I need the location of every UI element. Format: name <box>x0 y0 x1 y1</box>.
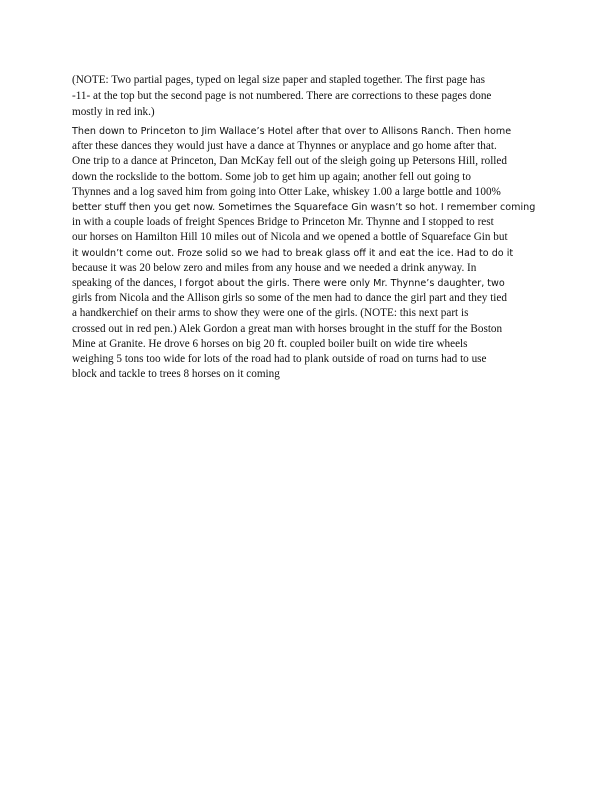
transcript-line <box>72 185 544 200</box>
typed-text: Mine at Granite. He drove 6 horses on big 20 ft. coupled boiler built on wide tire wheels <box>72 337 468 350</box>
typed-text: down the rockslide to the bottom. Some job to get him up again; another fell out going to <box>72 170 471 183</box>
note-line: mostly in red ink.) <box>72 106 155 118</box>
transcript-line <box>72 337 544 352</box>
transcript-body <box>72 124 544 382</box>
typed-text: girls from Nicola and the Allison girls so some of the men had to dance the girl part and they tied <box>72 292 507 305</box>
typed-text: One trip to a dance at Princeton, Dan McKay fell out of the sleigh going up Petersons Hill, rolled <box>72 155 507 168</box>
transcript-line <box>72 352 544 367</box>
transcript-line <box>72 124 544 139</box>
typed-text: speaking of the dances, <box>72 277 180 290</box>
transcript-line <box>72 322 544 337</box>
transcript-line <box>72 306 544 321</box>
corrected-text: it wouldn’t come out. Froze solid so we had to break glass off it and eat the ice. Had to do it <box>72 247 514 259</box>
typed-text: crossed out in red pen.) Alek Gordon a great man with horses brought in the stuff for the Boston <box>72 322 503 335</box>
note-line: -11- at the top but the second page is not numbered. There are corrections to these pages done <box>72 90 492 102</box>
transcript-line <box>72 230 544 245</box>
transcript-line <box>72 291 544 306</box>
transcript-line <box>72 170 544 185</box>
corrected-text: I forgot about the girls. There were only Mr. Thynne’s daughter, two <box>179 278 505 290</box>
typed-text: weighing 5 tons too wide for lots of the road had to plank outside of road on turns had to use <box>72 353 487 366</box>
typed-text: block and tackle to trees 8 horses on it coming <box>72 368 280 381</box>
transcript-line <box>72 276 544 291</box>
transcript-line <box>72 246 544 261</box>
transcript-line <box>72 367 544 382</box>
note-line: (NOTE: Two partial pages, typed on legal size paper and stapled together. The first page has <box>72 74 485 86</box>
editor-note <box>72 72 544 120</box>
transcript-line <box>72 215 544 230</box>
typed-text: in with a couple loads of freight Spences Bridge to Princeton Mr. Thynne and I stopped to rest <box>72 216 494 229</box>
typed-text: after these dances they would just have a dance at Thynnes or anyplace and go home after that. <box>72 140 497 153</box>
typed-text: a handkerchief on their arms to show they were one of the girls. (NOTE: this next part is <box>72 307 469 320</box>
transcript-line <box>72 154 544 169</box>
transcript-line <box>72 139 544 154</box>
transcript-line <box>72 261 544 276</box>
transcript-line <box>72 200 544 215</box>
typed-text: because it was 20 below zero and miles from any house and we needed a drink anyway. In <box>72 261 477 274</box>
typed-text: our horses on Hamilton Hill 10 miles out of Nicola and we opened a bottle of Squareface Gin but <box>72 231 508 244</box>
corrected-text: Then down to Princeton to Jim Wallace’s Hotel after that over to Allisons Ranch. Then home <box>72 126 512 137</box>
corrected-text: better stuff then you get now. Sometimes the Squareface Gin wasn’t so hot. I remember coming <box>72 202 536 214</box>
typed-text: Thynnes and a log saved him from going into Otter Lake, whiskey 1.00 a large bottle and 100% <box>72 185 501 198</box>
